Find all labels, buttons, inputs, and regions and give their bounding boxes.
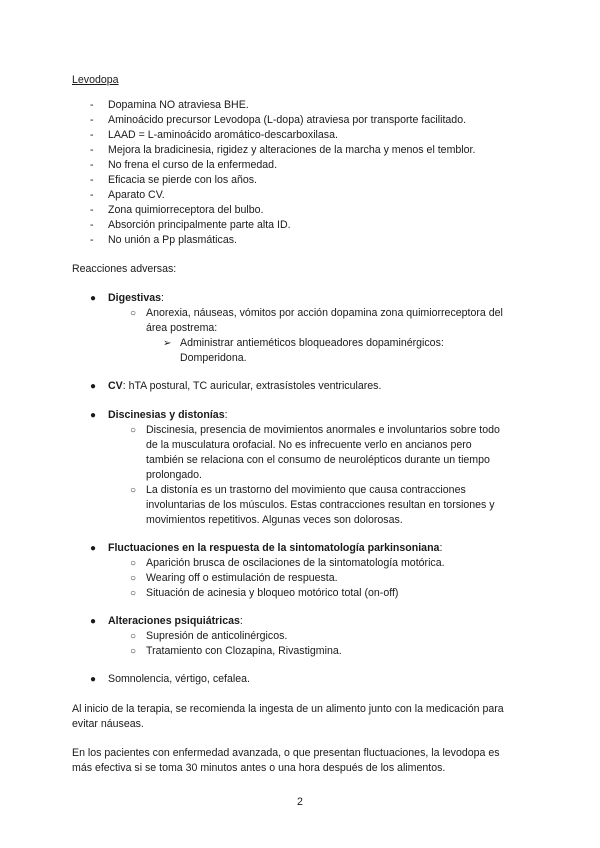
somnolencia-text: Somnolencia, vértigo, cefalea. [108, 673, 250, 685]
fluctuaciones-colon: : [439, 542, 443, 554]
list-item: - Aminoácido precursor Levodopa (L-dopa) atraviesa por transporte facilitado. [72, 113, 475, 128]
discinesias-label: Discinesias y distonías [108, 409, 225, 421]
list-item: - Eficacia se pierde con los años. [72, 173, 475, 188]
cv-text: : hTA postural, TC auricular, extrasístoles ventriculares. [122, 380, 382, 392]
bullet-icon: ● [90, 293, 97, 304]
page-number: 2 [297, 796, 303, 808]
digestivas-arrow-line: Administrar antieméticos bloqueadores dopaminérgicos: [180, 337, 444, 349]
paragraph-enfermedad-avanzada [72, 746, 532, 776]
circle-bullet-icon: ○ [130, 573, 137, 584]
circle-bullet-icon: ○ [130, 588, 137, 599]
paragraph-inicio-terapia [72, 702, 532, 732]
circle-bullet-icon: ○ [130, 308, 137, 319]
discinesias-colon: : [224, 409, 228, 421]
digestivas-sub-line: área postrema: [146, 322, 218, 334]
fluctuaciones-sub: Wearing off o estimulación de respuesta. [146, 572, 338, 584]
paragraph-line: Al inicio de la terapia, se recomienda la ingesta de un alimento junto con la medicación para [72, 703, 504, 715]
fluctuaciones-block [90, 541, 530, 601]
list-item: - Aparato CV. [72, 188, 475, 203]
paragraph-line: más efectiva si se toma 30 minutos antes o una hora después de los alimentos. [72, 762, 446, 774]
arrow-bullet-icon: ➢ [163, 338, 172, 349]
fluctuaciones-label: Fluctuaciones en la respuesta de la sintomatología parkinsoniana [108, 542, 440, 554]
circle-bullet-icon: ○ [130, 425, 137, 436]
discinesia-line: de la musculatura orofacial. No es infrecuente verlo en ancianos pero [146, 439, 472, 451]
circle-bullet-icon: ○ [130, 631, 137, 642]
discinesia-line: también se relaciona con el consumo de neurolépticos durante un tiempo [146, 454, 490, 466]
list-item: - Absorción principalmente parte alta ID. [72, 218, 475, 233]
list-item: - Zona quimiorreceptora del bulbo. [72, 203, 475, 218]
digestivas-block [90, 291, 530, 366]
fluctuaciones-sub: Aparición brusca de oscilaciones de la sintomatología motórica. [146, 557, 445, 569]
digestivas-colon: : [161, 292, 164, 304]
dash-list [72, 98, 475, 248]
discinesias-block [90, 408, 530, 528]
cv-block [90, 379, 530, 394]
digestivas-sub-line: Anorexia, náuseas, vómitos por acción dopamina zona quimiorreceptora del [146, 307, 503, 319]
psiquiatricas-colon: : [239, 615, 243, 627]
circle-bullet-icon: ○ [130, 485, 137, 496]
list-item: - No unión a Pp plasmáticas. [72, 233, 475, 248]
paragraph-line: evitar náuseas. [72, 718, 144, 730]
bullet-icon: ● [90, 543, 97, 554]
psiquiatricas-label: Alteraciones psiquiátricas [108, 615, 240, 627]
distonia-line: movimientos repetitivos. Algunas veces son dolorosas. [146, 514, 403, 526]
bullet-icon: ● [90, 616, 97, 627]
bullet-icon: ● [90, 674, 97, 685]
bullet-icon: ● [90, 410, 97, 421]
cv-label: CV [108, 380, 123, 392]
distonia-line: La distonía es un trastorno del movimiento que causa contracciones [146, 484, 466, 496]
section-title: Levodopa [72, 74, 119, 86]
discinesia-line: prolongado. [146, 469, 202, 481]
reacciones-heading: Reacciones adversas: [72, 263, 177, 275]
list-item: - Dopamina NO atraviesa BHE. [72, 98, 475, 113]
bullet-icon: ● [90, 381, 97, 392]
list-item: - LAAD = L-aminoácido aromático-descarboxilasa. [72, 128, 475, 143]
psiquiatricas-block [90, 614, 530, 659]
discinesia-line: Discinesia, presencia de movimientos anormales e involuntarios sobre todo [146, 424, 500, 436]
paragraph-line: En los pacientes con enfermedad avanzada, o que presentan fluctuaciones, la levodopa es [72, 747, 500, 759]
fluctuaciones-sub: Situación de acinesia y bloqueo motórico total (on-off) [146, 587, 399, 599]
distonia-line: involuntarias de los músculos. Estas contracciones resultan en torsiones y [146, 499, 495, 511]
psiquiatricas-sub: Tratamiento con Clozapina, Rivastigmina. [146, 645, 342, 657]
digestivas-arrow-line: Domperidona. [180, 352, 247, 364]
circle-bullet-icon: ○ [130, 646, 137, 657]
digestivas-label: Digestivas [108, 292, 161, 304]
list-item: - No frena el curso de la enfermedad. [72, 158, 475, 173]
somnolencia-block [90, 672, 530, 687]
list-item: - Mejora la bradicinesia, rigidez y alteraciones de la marcha y menos el temblor. [72, 143, 475, 158]
circle-bullet-icon: ○ [130, 558, 137, 569]
psiquiatricas-sub: Supresión de anticolinérgicos. [146, 630, 288, 642]
